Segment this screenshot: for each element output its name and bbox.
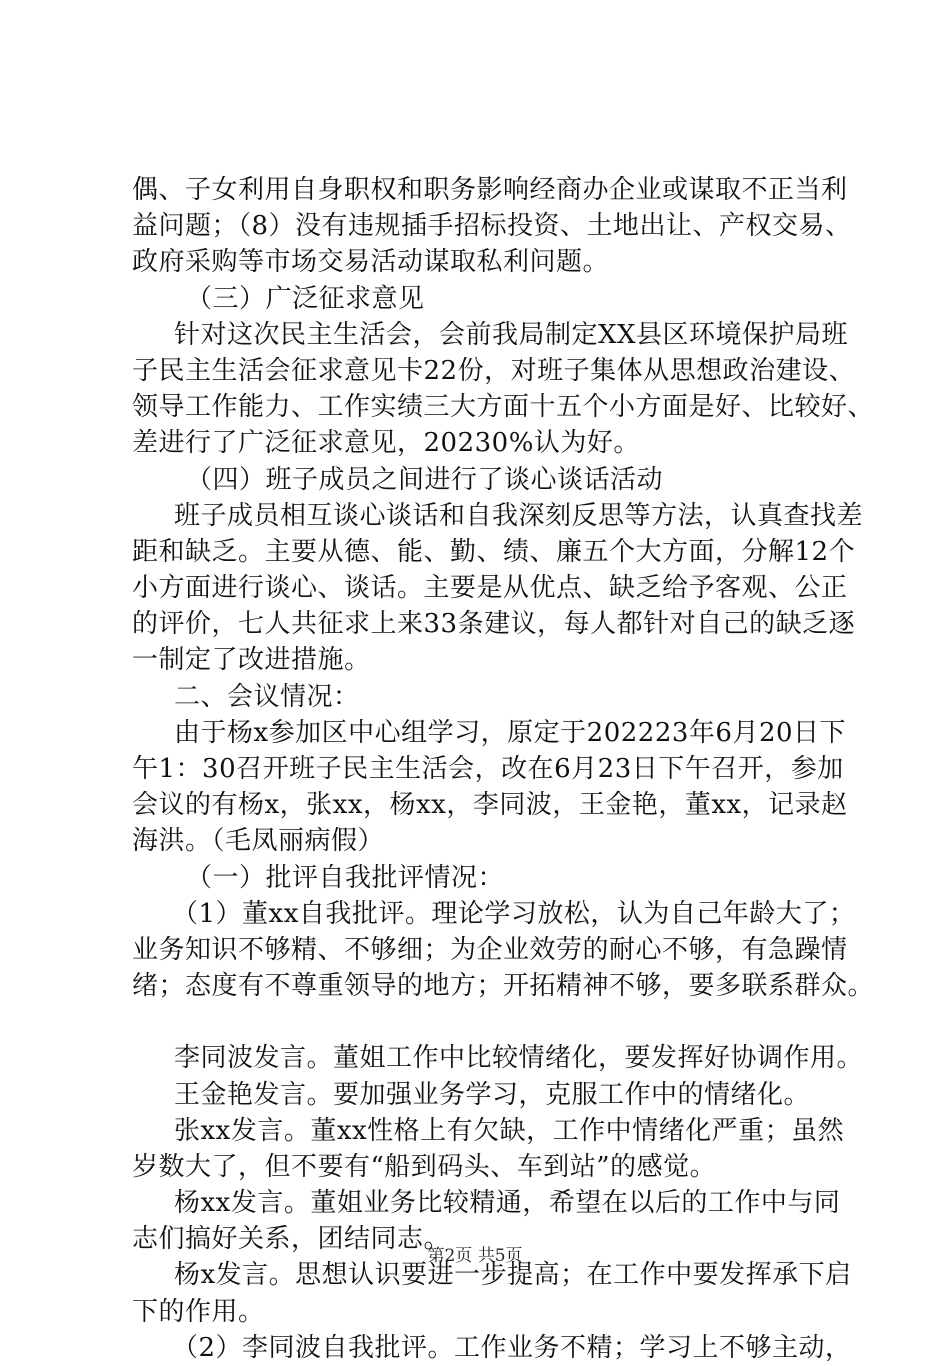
section-heading: （三）广泛征求意见 [186, 283, 425, 314]
text-line: 一制定了改进措施。 [132, 645, 371, 676]
text-line: 李同波发言。董姐工作中比较情绪化，要发挥好协调作用。 [174, 1043, 864, 1074]
text-line: 绪；态度有不尊重领导的地方；开拓精神不够，要多联系群众。 [132, 971, 875, 1002]
text-line: 业务知识不够精、不够细；为企业效劳的耐心不够，有急躁情 [132, 934, 848, 965]
blank-line [132, 1004, 848, 1040]
text-line: 的评价，七人共征求上来33条建议，每人都针对自己的缺乏逐 [132, 609, 856, 640]
section-heading: 二、会议情况： [174, 681, 360, 712]
text-line: （2）李同波自我批评。工作业务不精；学习上不够主动， [172, 1332, 852, 1363]
text-line: 班子成员相互谈心谈话和自我深刻反思等方法，认真查找差 [174, 500, 864, 531]
text-line: 下的作用。 [132, 1296, 265, 1327]
text-line: 领导工作能力、工作实绩三大方面十五个小方面是好、比较好、 [132, 392, 875, 423]
text-line: 杨xx发言。董姐业务比较精通，希望在以后的工作中与同 [174, 1188, 841, 1219]
text-line: 子民主生活会征求意见卡22份，对班子集体从思想政治建设、 [132, 355, 856, 386]
page-number-footer: 第2页 共5页 [427, 1246, 523, 1266]
text-line: 小方面进行谈心、谈话。主要是从优点、缺乏给予客观、公正 [132, 573, 848, 604]
text-line: 杨x发言。思想认识要进一步提高；在工作中要发挥承下启 [174, 1260, 852, 1291]
text-line: 针对这次民主生活会，会前我局制定XX县区环境保护局班 [174, 319, 849, 350]
text-line: 政府采购等市场交易活动谋取私利问题。 [132, 247, 610, 278]
text-line: 王金艳发言。要加强业务学习，克服工作中的情绪化。 [174, 1079, 811, 1110]
section-heading: （四）班子成员之间进行了谈心谈话活动 [186, 464, 664, 495]
text-line: （1）董xx自我批评。理论学习放松，认为自己年龄大了； [172, 898, 856, 929]
text-line: 益问题；（8）没有违规插手招标投资、土地出让、产权交易、 [132, 211, 852, 242]
text-line: 午1：30召开班子民主生活会，改在6月23日下午召开，参加 [132, 754, 844, 784]
text-line: 由于杨x参加区中心组学习，原定于202223年6月20日下 [174, 717, 847, 748]
text-line: 海洪。（毛凤丽病假） [132, 826, 385, 857]
text-line: 偶、子女利用自身职权和职务影响经商办企业或谋取不正当利 [132, 175, 848, 205]
text-line: 张xx发言。董xx性格上有欠缺，工作中情绪化严重；虽然 [174, 1115, 845, 1146]
text-line: 志们搞好关系，团结同志。 [132, 1224, 451, 1255]
text-line: 岁数大了，但不要有“船到码头、车到站”的感觉。 [132, 1151, 717, 1182]
section-heading: （一）批评自我批评情况： [186, 862, 505, 893]
text-line: 会议的有杨x，张xx，杨xx，李同波，王金艳，董xx，记录赵 [132, 790, 848, 821]
text-line: 差进行了广泛征求意见，20230%认为好。 [132, 428, 640, 459]
document-body [132, 172, 875, 1366]
text-line: 距和缺乏。主要从德、能、勤、绩、廉五个大方面，分解12个 [132, 536, 856, 567]
